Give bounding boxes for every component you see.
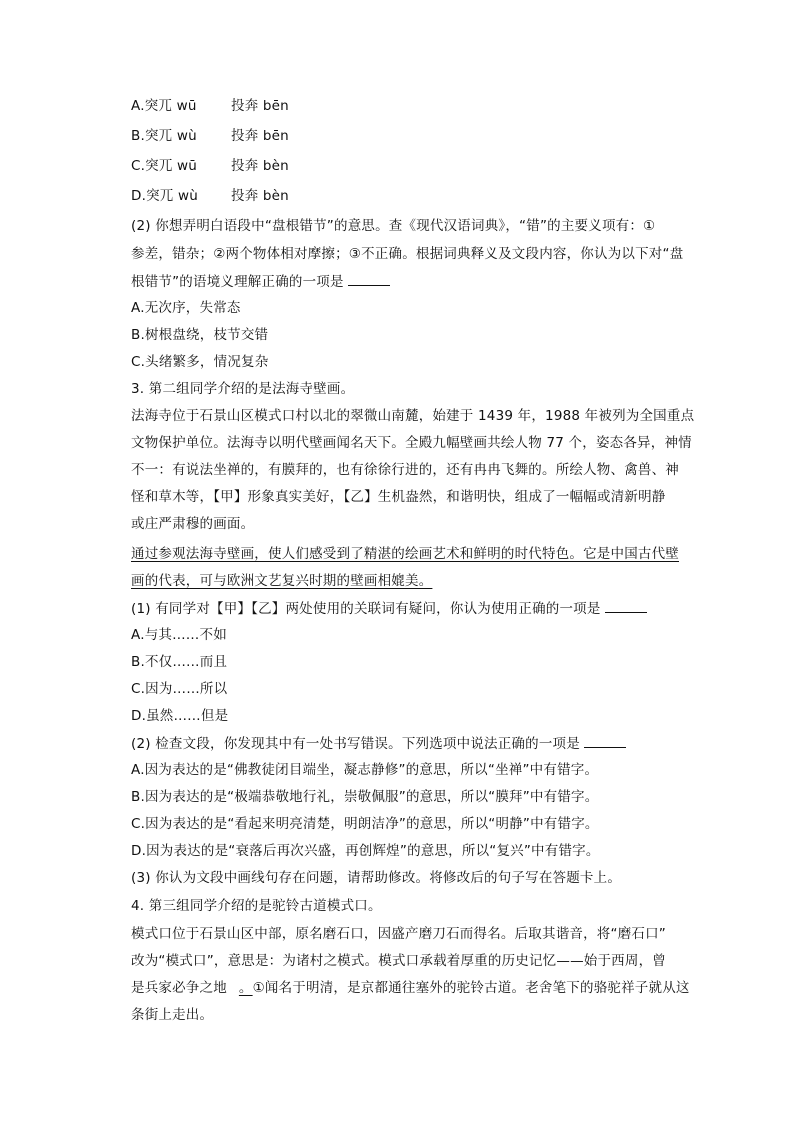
q2-2-option-a: A.无次序，失常态 [131,300,241,316]
option-b-word2: 投奔 bēn [231,128,289,144]
q2-2-stem-line-3 [131,272,390,291]
q3-sub1-option-d: D.虽然……但是 [131,708,229,724]
q3-sub1-text: (1) 有同学对【甲】【乙】两处使用的关联词有疑问，你认为使用正确的一项是 [131,601,601,617]
q3-sub2-stem [131,734,626,753]
q4-passage-line-4: 条街上走出。 [131,1007,214,1023]
option-d-word1: D.突兀 wù [131,188,198,204]
q4-passage-line-2: 改为“模式口”，意思是：为诸村之模式。模式口承载着厚重的历史记忆——始于西周，曾 [131,953,666,969]
q4-passage-line-1: 模式口位于石景山区中部，原名磨石口，因盛产磨刀石而得名。后取其谐音，将“磨石口” [131,926,666,942]
option-c-word2: 投奔 bèn [231,158,289,174]
answer-blank[interactable] [605,599,647,613]
option-d-row [131,187,289,205]
q4-line3-end: ①闻名于明清，是京都通往塞外的驼铃古道。老舍笔下的骆驼祥子就从这 [252,980,690,996]
option-c-word1: C.突兀 wū [131,158,198,174]
option-a-word1: A.突兀 wū [131,98,197,114]
q3-sub3: (3) 你认为文段中画线句存在问题，请帮助修改。将修改后的句子写在答题卡上。 [131,870,622,886]
q3-sub2-option-a: A.因为表达的是“佛教徒闭目端坐，凝志静修”的意思，所以“坐禅”中有错字。 [131,762,599,778]
q2-2-option-b: B.树根盘绕，枝节交错 [131,327,269,343]
q3-passage-line-4: 怪和草木等，【甲】形象真实美好，【乙】生机盎然，和谐明快，组成了一幅幅或清新明静 [131,489,666,505]
q2-2-stem-text: 根错节”的语境义理解正确的一项是 [131,274,344,290]
q3-sub1-option-b: B.不仅……而且 [131,654,228,670]
q2-2-option-c: C.头绪繁多，情况复杂 [131,354,269,370]
option-a-row [131,97,289,115]
answer-blank[interactable] [348,272,390,286]
q3-sub1-stem [131,599,647,618]
q3-sub2-text: (2) 检查文段，你发现其中有一处书写错误。下列选项中说法正确的一项是 [131,736,580,752]
q3-sub2-option-c: C.因为表达的是“看起来明亮清楚，明朗洁净”的意思，所以“明静”中有错字。 [131,816,599,832]
q3-sub1-option-c: C.因为……所以 [131,681,228,697]
option-d-word2: 投奔 bèn [231,188,289,204]
q4-title: 4. 第三组同学介绍的是驼铃古道模式口。 [131,898,382,914]
q2-2-stem-line-2: 参差，错杂；②两个物体相对摩擦；③不正确。根据词典释义及文段内容，你认为以下对“盘 [131,246,684,262]
q4-passage-line-3 [131,979,690,997]
q4-underlined-mark: 。 [238,980,253,996]
q3-title: 3. 第二组同学介绍的是法海寺壁画。 [131,381,355,397]
q3-passage-line-3: 不一：有说法坐禅的，有膜拜的，也有徐徐行进的，还有冉冉飞舞的。所绘人物、禽兽、神 [131,462,679,478]
q3-underlined-line-1: 通过参观法海寺壁画，使人们感受到了精湛的绘画艺术和鲜明的时代特色。它是中国古代壁 [131,546,679,562]
answer-blank[interactable] [584,734,626,748]
q3-sub2-option-d: D.因为表达的是“衰落后再次兴盛，再创辉煌”的意思，所以“复兴”中有错字。 [131,843,600,859]
option-b-row [131,127,289,145]
option-c-row [131,157,289,175]
q3-passage-line-2: 文物保护单位。法海寺以明代壁画闻名天下。全殿九幅壁画共绘人物 77 个，姿态各异，神情 [131,435,692,451]
option-a-word2: 投奔 bēn [231,98,289,114]
q2-2-stem-line-1: (2) 你想弄明白语段中“盘根错节”的意思。查《现代汉语词典》，“错”的主要义项有：① [131,218,656,234]
q3-passage-line-1: 法海寺位于石景山区模式口村以北的翠微山南麓，始建于 1439 年，1988 年被列为全国重点 [131,408,695,424]
q3-passage-line-5: 或庄严肃穆的画面。 [131,516,255,532]
q3-underlined-line-2: 画的代表，可与欧洲文艺复兴时期的壁画相媲美。 [131,573,433,589]
option-b-word1: B.突兀 wù [131,128,197,144]
q3-sub2-option-b: B.因为表达的是“极端恭敬地行礼，崇敬佩服”的意思，所以“膜拜”中有错字。 [131,789,599,805]
q3-sub1-option-a: A.与其……不如 [131,627,227,643]
q4-line3-start: 是兵家必争之地 [131,980,227,996]
